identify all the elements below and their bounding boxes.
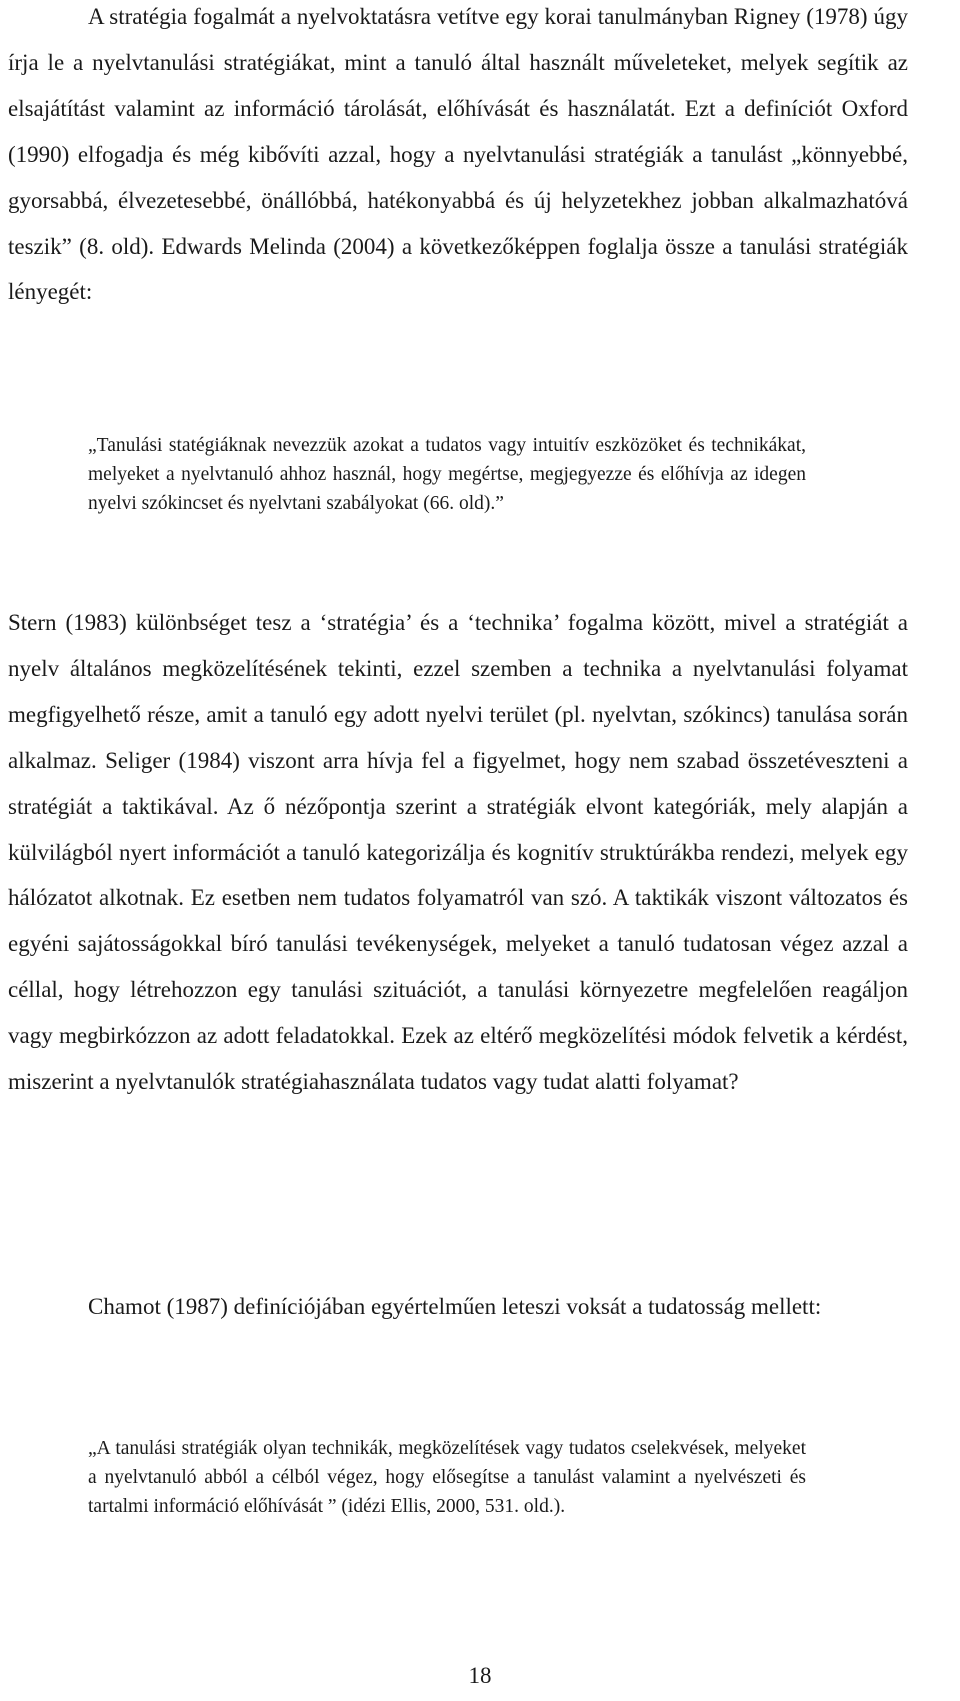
paragraph-strategy-vs-technique: Stern (1983) különbséget tesz a ‘stratégia’ és a ‘technika’ fogalma között, mivel a stratégiát a nyelv általános megközelítésének tekinti, ezzel szemben a technika a nyelvtanulási folyamat megfigyelhető része, amit a tanuló egy adott nyelvi terület (pl. nyelvtan, szókincs) tanulása során alkalmaz. Seliger (1984) viszont arra hívja fel a figyelmet, hogy nem szabad összetéveszteni a stratégiát a taktikával. Az ő nézőpontja szerint a stratégiák elvont kategóriák, mely alapján a külvilágból nyert információt a tanuló kategorizálja és kognitív struktúrákba rendezi, melyek egy hálózatot alkotnak. Ez esetben nem tudatos folyamatról van szó. A taktikák viszont változatos és egyéni sajátosságokkal bíró tanulási tevékenységek, melyeket a tanuló tudatosan végez azzal a céllal, hogy létrehozzon egy tanulási szituációt, a tanulási környezetre megfelelően reagáljon vagy megbirkózzon az adott feladatokkal. Ezek az eltérő megközelítési módok felvetik a kérdést, miszerint a nyelvtanulók stratégiahasználata tudatos vagy tudat alatti folyamat?: [8, 610, 908, 1095]
block-quote-chamot: „A tanulási stratégiák olyan technikák, megközelítések vagy tudatos cselekvések, melyeket a nyelvtanuló abból a célból végez, hogy elősegítse a tanulást valamint a nyelvészeti és tartalmi információ előhívását ” (idézi Ellis, 2000, 531. old.).: [88, 1438, 806, 1517]
block-quote-edwards: „Tanulási statégiáknak nevezzük azokat a tudatos vagy intuitív eszközöket és technikákat, melyeket a nyelvtanuló ahhoz használ, hogy megértse, megjegyezze és előhívja az idegen nyelvi szókincset és nyelvtani szabályokat (66. old).”: [88, 435, 806, 514]
paragraph-chamot-intro: Chamot (1987) definíciójában egyértelműen leteszi voksát a tudatosság mellett:: [88, 1294, 822, 1319]
page-number: 18: [468, 1663, 492, 1688]
paragraph-strategy-definition: A stratégia fogalmát a nyelvoktatásra vetítve egy korai tanulmányban Rigney (1978) úgy írja le a nyelvtanulási stratégiákat, mint a tanuló által használt műveleteket, melyek segítik az elsajátítást valamint az információ tárolását, előhívását és használatát. Ezt a definíciót Oxford (1990) elfogadja és még kibővíti azzal, hogy a nyelvtanulási stratégiák a tanulást „könnyebbé, gyorsabbá, élvezetesebbé, önállóbbá, hatékonyabbá és új helyzetekhez jobban alkalmazhatóvá teszik” (8. old). Edwards Melinda (2004) a következőképpen foglalja össze a tanulási stratégiák lényegét:: [8, 4, 908, 305]
